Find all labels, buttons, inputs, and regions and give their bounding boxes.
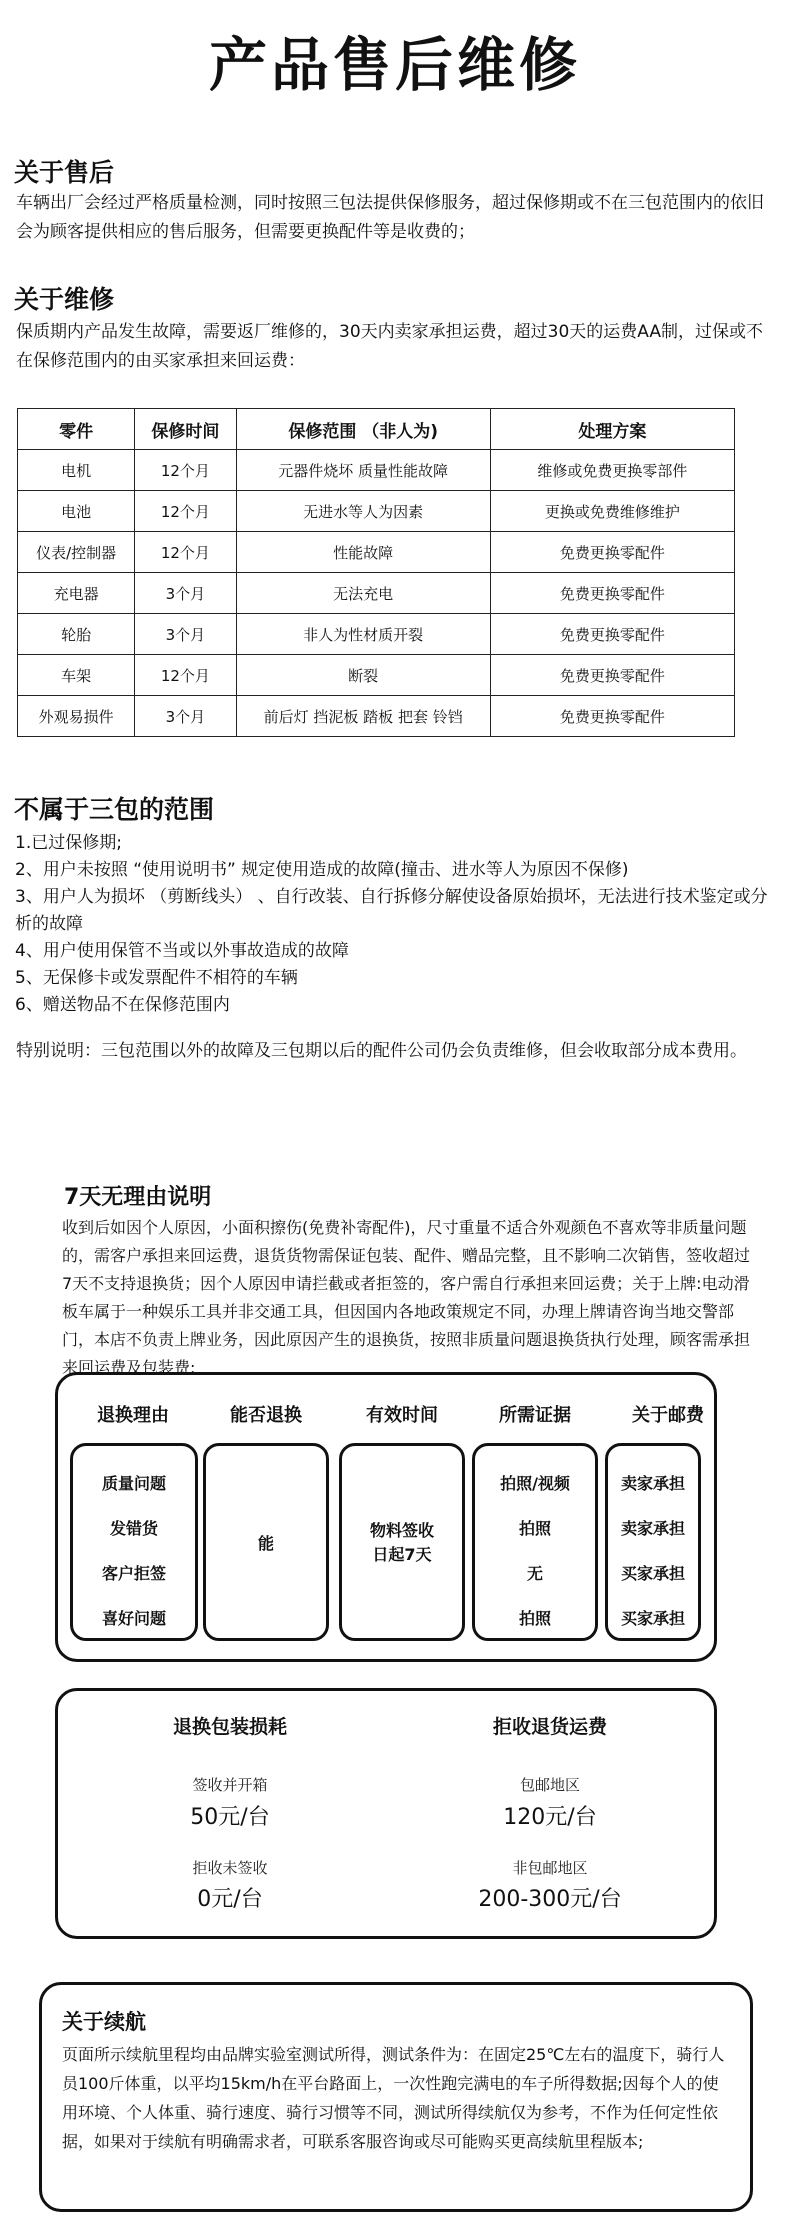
after-sales-text: 车辆出厂会经过严格质量检测，同时按照三包法提供保修服务，超过保修期或不在三包范围内的依旧会为顾客提供相应的售后服务，但需要更换配件等是收费的； (16, 193, 764, 242)
list-item: 3、用户人为损坏 （剪断线头） 、自行改装、自行拆修分解使设备原始损坏，无法进行技术鉴定或分析的故障 (15, 887, 768, 934)
table-cell: 12个月 (135, 450, 236, 491)
reason-header: 退换理由 (97, 1405, 169, 1426)
table-cell: 电机 (18, 450, 135, 491)
table-cell: 前后灯 挡泥板 踏板 把套 铃铛 (236, 696, 490, 737)
list-item: 6、赠送物品不在保修范围内 (15, 995, 230, 1015)
packaging-value-1: 50元/台 (190, 1805, 270, 1830)
seven-day-text: 收到后如因个人原因，小面积擦伤(免费补寄配件)，尺寸重量不适合外观颜色不喜欢等非质量问题的，需客户承担来回运费，退货货物需保证包装、配件、赠品完整，且不影响二次销售，签收超过7天不支持退换货；因个人原因申请拦截或者拒签的，客户需自行承担来回运费；关于上牌:电动滑板车属于一种娱乐工具并非交通工具，但因国内各地政策规定不同，办理上牌请咨询当地交警部门，本店不负责上牌业务，因此原因产生的退换货，按照非质量问题退换货执行处理，顾客需承担来回运费及包装费; (62, 1218, 751, 1377)
table-row (18, 491, 735, 532)
exclusions-list (15, 830, 775, 1019)
shipping-value-2: 200-300元/台 (478, 1887, 622, 1912)
table-header: 保修时间 (135, 409, 236, 450)
proof-item: 拍照 (518, 1519, 551, 1538)
table-cell: 车架 (18, 655, 135, 696)
table-cell: 充电器 (18, 573, 135, 614)
table-header: 保修范围 （非人为) (236, 409, 490, 450)
valid-time-line2: 日起7天 (372, 1545, 432, 1564)
table-row (18, 614, 735, 655)
shipping-heading: 拒收退货运费 (492, 1716, 607, 1738)
warranty-table (17, 408, 735, 737)
table-row (18, 573, 735, 614)
reason-item: 客户拒签 (101, 1564, 166, 1583)
table-cell: 12个月 (135, 655, 236, 696)
table-header: 零件 (18, 409, 135, 450)
table-cell: 免费更换零配件 (490, 614, 734, 655)
valid-time-header: 有效时间 (366, 1405, 438, 1426)
table-cell: 维修或免费更换零部件 (490, 450, 734, 491)
proof-header: 所需证据 (499, 1405, 571, 1426)
table-cell: 免费更换零配件 (490, 532, 734, 573)
table-cell: 3个月 (135, 696, 236, 737)
postage-item: 买家承担 (620, 1564, 685, 1583)
packaging-heading: 退换包装损耗 (172, 1716, 287, 1738)
table-cell: 免费更换零配件 (490, 573, 734, 614)
repair-heading: 关于维修 (14, 285, 115, 314)
list-item: 2、用户未按照 “使用说明书” 规定使用造成的故障(撞击、进水等人为原因不保修) (15, 860, 629, 880)
returnable-value: 能 (257, 1534, 274, 1553)
postage-header: 关于邮费 (632, 1405, 704, 1426)
table-cell: 性能故障 (236, 532, 490, 573)
table-cell: 无进水等人为因素 (236, 491, 490, 532)
table-header: 处理方案 (490, 409, 734, 450)
table-cell: 外观易损件 (18, 696, 135, 737)
reason-item: 发错货 (109, 1519, 158, 1538)
range-heading: 关于续航 (62, 2010, 146, 2034)
postage-item: 买家承担 (620, 1609, 685, 1628)
valid-time-line1: 物料签收 (369, 1521, 434, 1540)
table-header-row (18, 409, 735, 450)
table-cell: 非人为性材质开裂 (236, 614, 490, 655)
exclusions-heading: 不属于三包的范围 (14, 795, 215, 824)
table-row (18, 450, 735, 491)
packaging-value-2: 0元/台 (197, 1887, 263, 1912)
table-cell: 轮胎 (18, 614, 135, 655)
page-title: 产品售后维修 (208, 31, 581, 99)
reason-item: 喜好问题 (101, 1609, 166, 1628)
proof-item: 拍照 (518, 1609, 551, 1628)
packaging-label-1: 签收并开箱 (192, 1776, 268, 1794)
table-cell: 元器件烧坏 质量性能故障 (236, 450, 490, 491)
list-item: 5、无保修卡或发票配件不相符的车辆 (15, 968, 298, 988)
table-row (18, 655, 735, 696)
reason-item: 质量问题 (101, 1474, 166, 1493)
table-row (18, 532, 735, 573)
table-cell: 12个月 (135, 532, 236, 573)
table-cell: 12个月 (135, 491, 236, 532)
repair-text: 保质期内产品发生故障，需要返厂维修的，30天内卖家承担运费，超过30天的运费AA制，过保或不在保修范围内的由买家承担来回运费： (16, 322, 763, 371)
shipping-label-2: 非包邮地区 (512, 1859, 588, 1877)
table-cell: 无法充电 (236, 573, 490, 614)
after-sales-heading: 关于售后 (14, 158, 115, 187)
list-item: 4、用户使用保管不当或以外事故造成的故障 (15, 941, 349, 961)
list-item: 1.已过保修期; (15, 833, 122, 853)
shipping-label-1: 包邮地区 (519, 1776, 580, 1794)
proof-item: 拍照/视频 (500, 1474, 570, 1493)
postage-item: 卖家承担 (620, 1474, 685, 1493)
table-cell: 断裂 (236, 655, 490, 696)
range-text: 页面所示续航里程均由品牌实验室测试所得，测试条件为：在固定25℃左右的温度下，骑行人员100斤体重，以平均15km/h在平台路面上，一次性跑完满电的车子所得数据;因每个人的使用环境、个人体重、骑行速度、骑行习惯等不同，测试所得续航仅为参考，不作为任何定性依据，如果对于续航有明确需求者，可联系客服咨询或尽可能购买更高续航里程版本; (62, 2045, 725, 2151)
seven-day-heading: 7天无理由说明 (64, 1185, 212, 1210)
table-cell: 3个月 (135, 614, 236, 655)
table-cell: 仪表/控制器 (18, 532, 135, 573)
shipping-value-1: 120元/台 (503, 1805, 597, 1830)
table-cell: 免费更换零配件 (490, 696, 734, 737)
postage-item: 卖家承担 (620, 1519, 685, 1538)
proof-item: 无 (526, 1564, 543, 1583)
table-cell: 3个月 (135, 573, 236, 614)
packaging-label-2: 拒收未签收 (192, 1859, 268, 1877)
table-cell: 电池 (18, 491, 135, 532)
special-note: 特别说明：三包范围以外的故障及三包期以后的配件公司仍会负责维修，但会收取部分成本费用。 (16, 1041, 747, 1061)
table-row (18, 696, 735, 737)
table-cell: 免费更换零配件 (490, 655, 734, 696)
table-cell: 更换或免费维修维护 (490, 491, 734, 532)
returnable-header: 能否退换 (230, 1405, 302, 1426)
